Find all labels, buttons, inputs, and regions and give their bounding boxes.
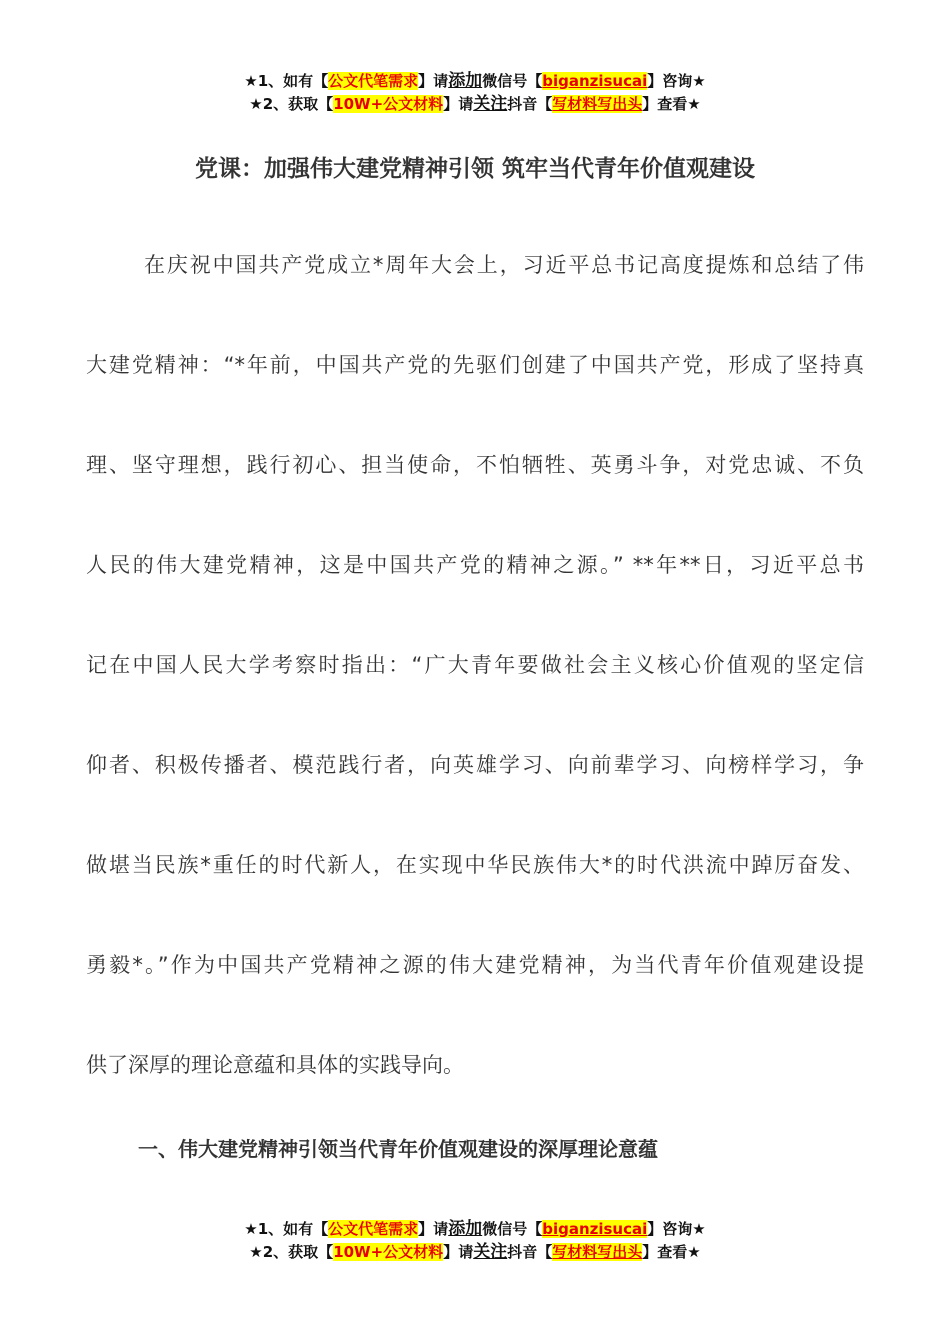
ad-wechat-id: biganzisucai — [542, 72, 648, 90]
ad-text: 微信号【 — [482, 1220, 543, 1238]
ad-text: ★2、获取【 — [249, 1243, 334, 1261]
paragraph-line: 理、坚守理想，践行初心、担当使命，不怕牺牲、英勇斗争，对党忠诚、不负 — [86, 453, 864, 477]
ad-text: 】查看★ — [642, 95, 701, 113]
ad-text: 】请 — [418, 72, 449, 90]
ad-text: ★2、获取【 — [249, 95, 334, 113]
ad-text: 微信号【 — [482, 72, 543, 90]
ad-emphasis: 添加 — [448, 1219, 483, 1239]
paragraph-line: 在庆祝中国共产党成立*周年大会上，习近平总书记高度提炼和总结了伟 — [144, 253, 864, 277]
paragraph-line: 人民的伟大建党精神，这是中国共产党的精神之源。” **年**日，习近平总书 — [86, 553, 864, 577]
ad-highlight: 公文代笔需求 — [328, 72, 419, 90]
ad-emphasis: 添加 — [448, 71, 483, 91]
ad-line-1 — [0, 1218, 950, 1241]
ad-header-top — [0, 70, 950, 116]
ad-text: 】请 — [418, 1220, 449, 1238]
ad-highlight: 公文代笔需求 — [328, 1220, 419, 1238]
ad-text: ★1、如有【 — [244, 72, 329, 90]
document-title: 党课：加强伟大建党精神引领 筑牢当代青年价值观建设 — [194, 156, 755, 182]
ad-emphasis: 关注 — [473, 94, 508, 114]
ad-text: 抖音【 — [507, 1243, 553, 1261]
paragraph-line: 大建党精神：“*年前，中国共产党的先驱们创建了中国共产党，形成了坚持真 — [86, 353, 864, 377]
body-paragraph — [86, 248, 864, 1148]
ad-emphasis: 关注 — [473, 1242, 508, 1262]
ad-footer-bottom — [0, 1218, 950, 1264]
ad-text: 】请 — [443, 1243, 474, 1261]
ad-line-2 — [0, 93, 950, 116]
ad-text: 】查看★ — [642, 1243, 701, 1261]
section-heading: 一、伟大建党精神引领当代青年价值观建设的深厚理论意蕴 — [138, 1137, 658, 1161]
ad-line-1 — [0, 70, 950, 93]
ad-text: 】咨询★ — [647, 1220, 706, 1238]
ad-text: ★1、如有【 — [244, 1220, 329, 1238]
ad-text: 】请 — [443, 95, 474, 113]
ad-text: 抖音【 — [507, 95, 553, 113]
paragraph-line: 勇毅*。”作为中国共产党精神之源的伟大建党精神，为当代青年价值观建设提 — [86, 953, 864, 977]
paragraph-line: 做堪当民族*重任的时代新人，在实现中华民族伟大*的时代洪流中踔厉奋发、 — [86, 853, 864, 877]
ad-highlight: 10W+公文材料 — [333, 95, 444, 113]
ad-highlight: 10W+公文材料 — [333, 1243, 444, 1261]
ad-line-2 — [0, 1241, 950, 1264]
ad-wechat-id: biganzisucai — [542, 1220, 648, 1238]
paragraph-line: 仰者、积极传播者、模范践行者，向英雄学习、向前辈学习、向榜样学习，争 — [86, 753, 864, 777]
ad-douyin-id: 写材料写出头 — [552, 1243, 643, 1261]
ad-text: 】咨询★ — [647, 72, 706, 90]
paragraph-line: 供了深厚的理论意蕴和具体的实践导向。 — [86, 1053, 464, 1077]
paragraph-line: 记在中国人民大学考察时指出：“广大青年要做社会主义核心价值观的坚定信 — [86, 653, 864, 677]
ad-douyin-id: 写材料写出头 — [552, 95, 643, 113]
